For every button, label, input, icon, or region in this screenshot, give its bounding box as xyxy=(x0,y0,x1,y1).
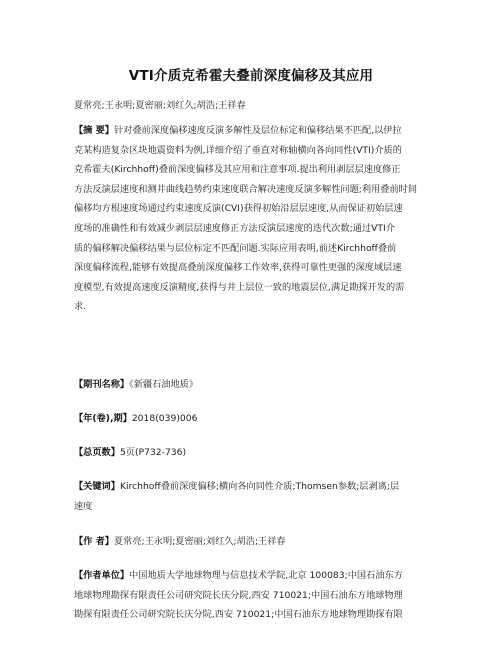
journal-label: 【期刊名称】 xyxy=(74,379,130,390)
author-field-value: 夏常亮;王永明;夏密丽;刘红久;胡浩;王祥春 xyxy=(113,536,286,547)
author-field-label: 【作 者】 xyxy=(74,536,114,547)
abstract-label: 【摘 要】 xyxy=(74,125,114,136)
year-label: 【年(卷),期】 xyxy=(74,413,132,424)
year-field xyxy=(74,409,430,429)
abstract-section xyxy=(74,121,430,317)
abstract-line: 针对叠前深度偏移速度反演多解性及层位标定和偏移结果不匹配,以伊拉 xyxy=(113,125,402,136)
keywords-field xyxy=(74,477,430,516)
abstract-line: 质的偏移解决偏移结果与层位标定不匹配问题.实际应用表明,前述Kirchhoff叠前 xyxy=(74,242,397,254)
abstract-line: 方法反演层速度和测井曲线趋势约束速度联合解决速度反演多解性问题;利用叠前时间 xyxy=(74,183,418,195)
author-list: 夏常亮;王永明;夏密丽;刘红久;胡浩;王祥春 xyxy=(74,100,246,111)
keywords-label: 【关键词】 xyxy=(74,481,120,492)
affiliation-line: 勘探有限责任公司研究院长庆分院,西安 710021;中国石油东方地球物理勘探有限 xyxy=(74,609,403,621)
pages-field xyxy=(74,443,430,463)
pages-label: 【总页数】 xyxy=(74,447,120,458)
journal-value: 《新疆石油地质》 xyxy=(129,379,199,390)
abstract-line: 度模型,有效提高速度反演精度,获得与井上层位一致的地震层位,满足勘探开发的需 xyxy=(74,281,405,293)
paper-title: VTI介质克希霍夫叠前深度偏移及其应用 xyxy=(128,68,374,84)
affiliation-field xyxy=(74,566,430,625)
abstract-line: 深度偏移流程,能够有效提高叠前深度偏移工作效率,获得可靠性更强的深度域层速 xyxy=(74,262,402,274)
abstract-line: 克希霍夫(Kirchhoff)叠前深度偏移及其应用和注意事项.提出利用剥层层速度修正 xyxy=(74,164,401,176)
abstract-line: 求. xyxy=(74,301,87,313)
keywords-line: 速度 xyxy=(74,500,93,512)
journal-field xyxy=(74,375,430,395)
abstract-line: 偏移均方根速度场通过约束速度反演(CVI)获得初始沿层层速度,从而保证初始层速 xyxy=(74,203,403,215)
author-field xyxy=(74,532,430,552)
abstract-line: 克某构造复杂区块地震资料为例,详细介绍了垂直对称轴横向各向同性(VTI)介质的 xyxy=(74,144,402,156)
year-value: 2018(039)006 xyxy=(131,413,198,424)
affiliation-line: 地球物理勘探有限责任公司研究院长庆分院,西安 710021;中国石油东方地球物理 xyxy=(74,589,403,601)
pages-value: 5页(P732-736) xyxy=(119,447,187,458)
abstract-line: 度场的准确性和有效减少剥层层速度修正方法反演层速度的迭代次数;通过VTI介 xyxy=(74,222,395,234)
affiliation-line: 中国地质大学地球物理与信息技术学院,北京 100083;中国石油东方 xyxy=(129,570,403,581)
keywords-line: Kirchhoff叠前深度偏移;横向各向同性介质;Thomsen参数;层剥离;层 xyxy=(119,481,400,492)
affiliation-label: 【作者单位】 xyxy=(74,570,130,581)
